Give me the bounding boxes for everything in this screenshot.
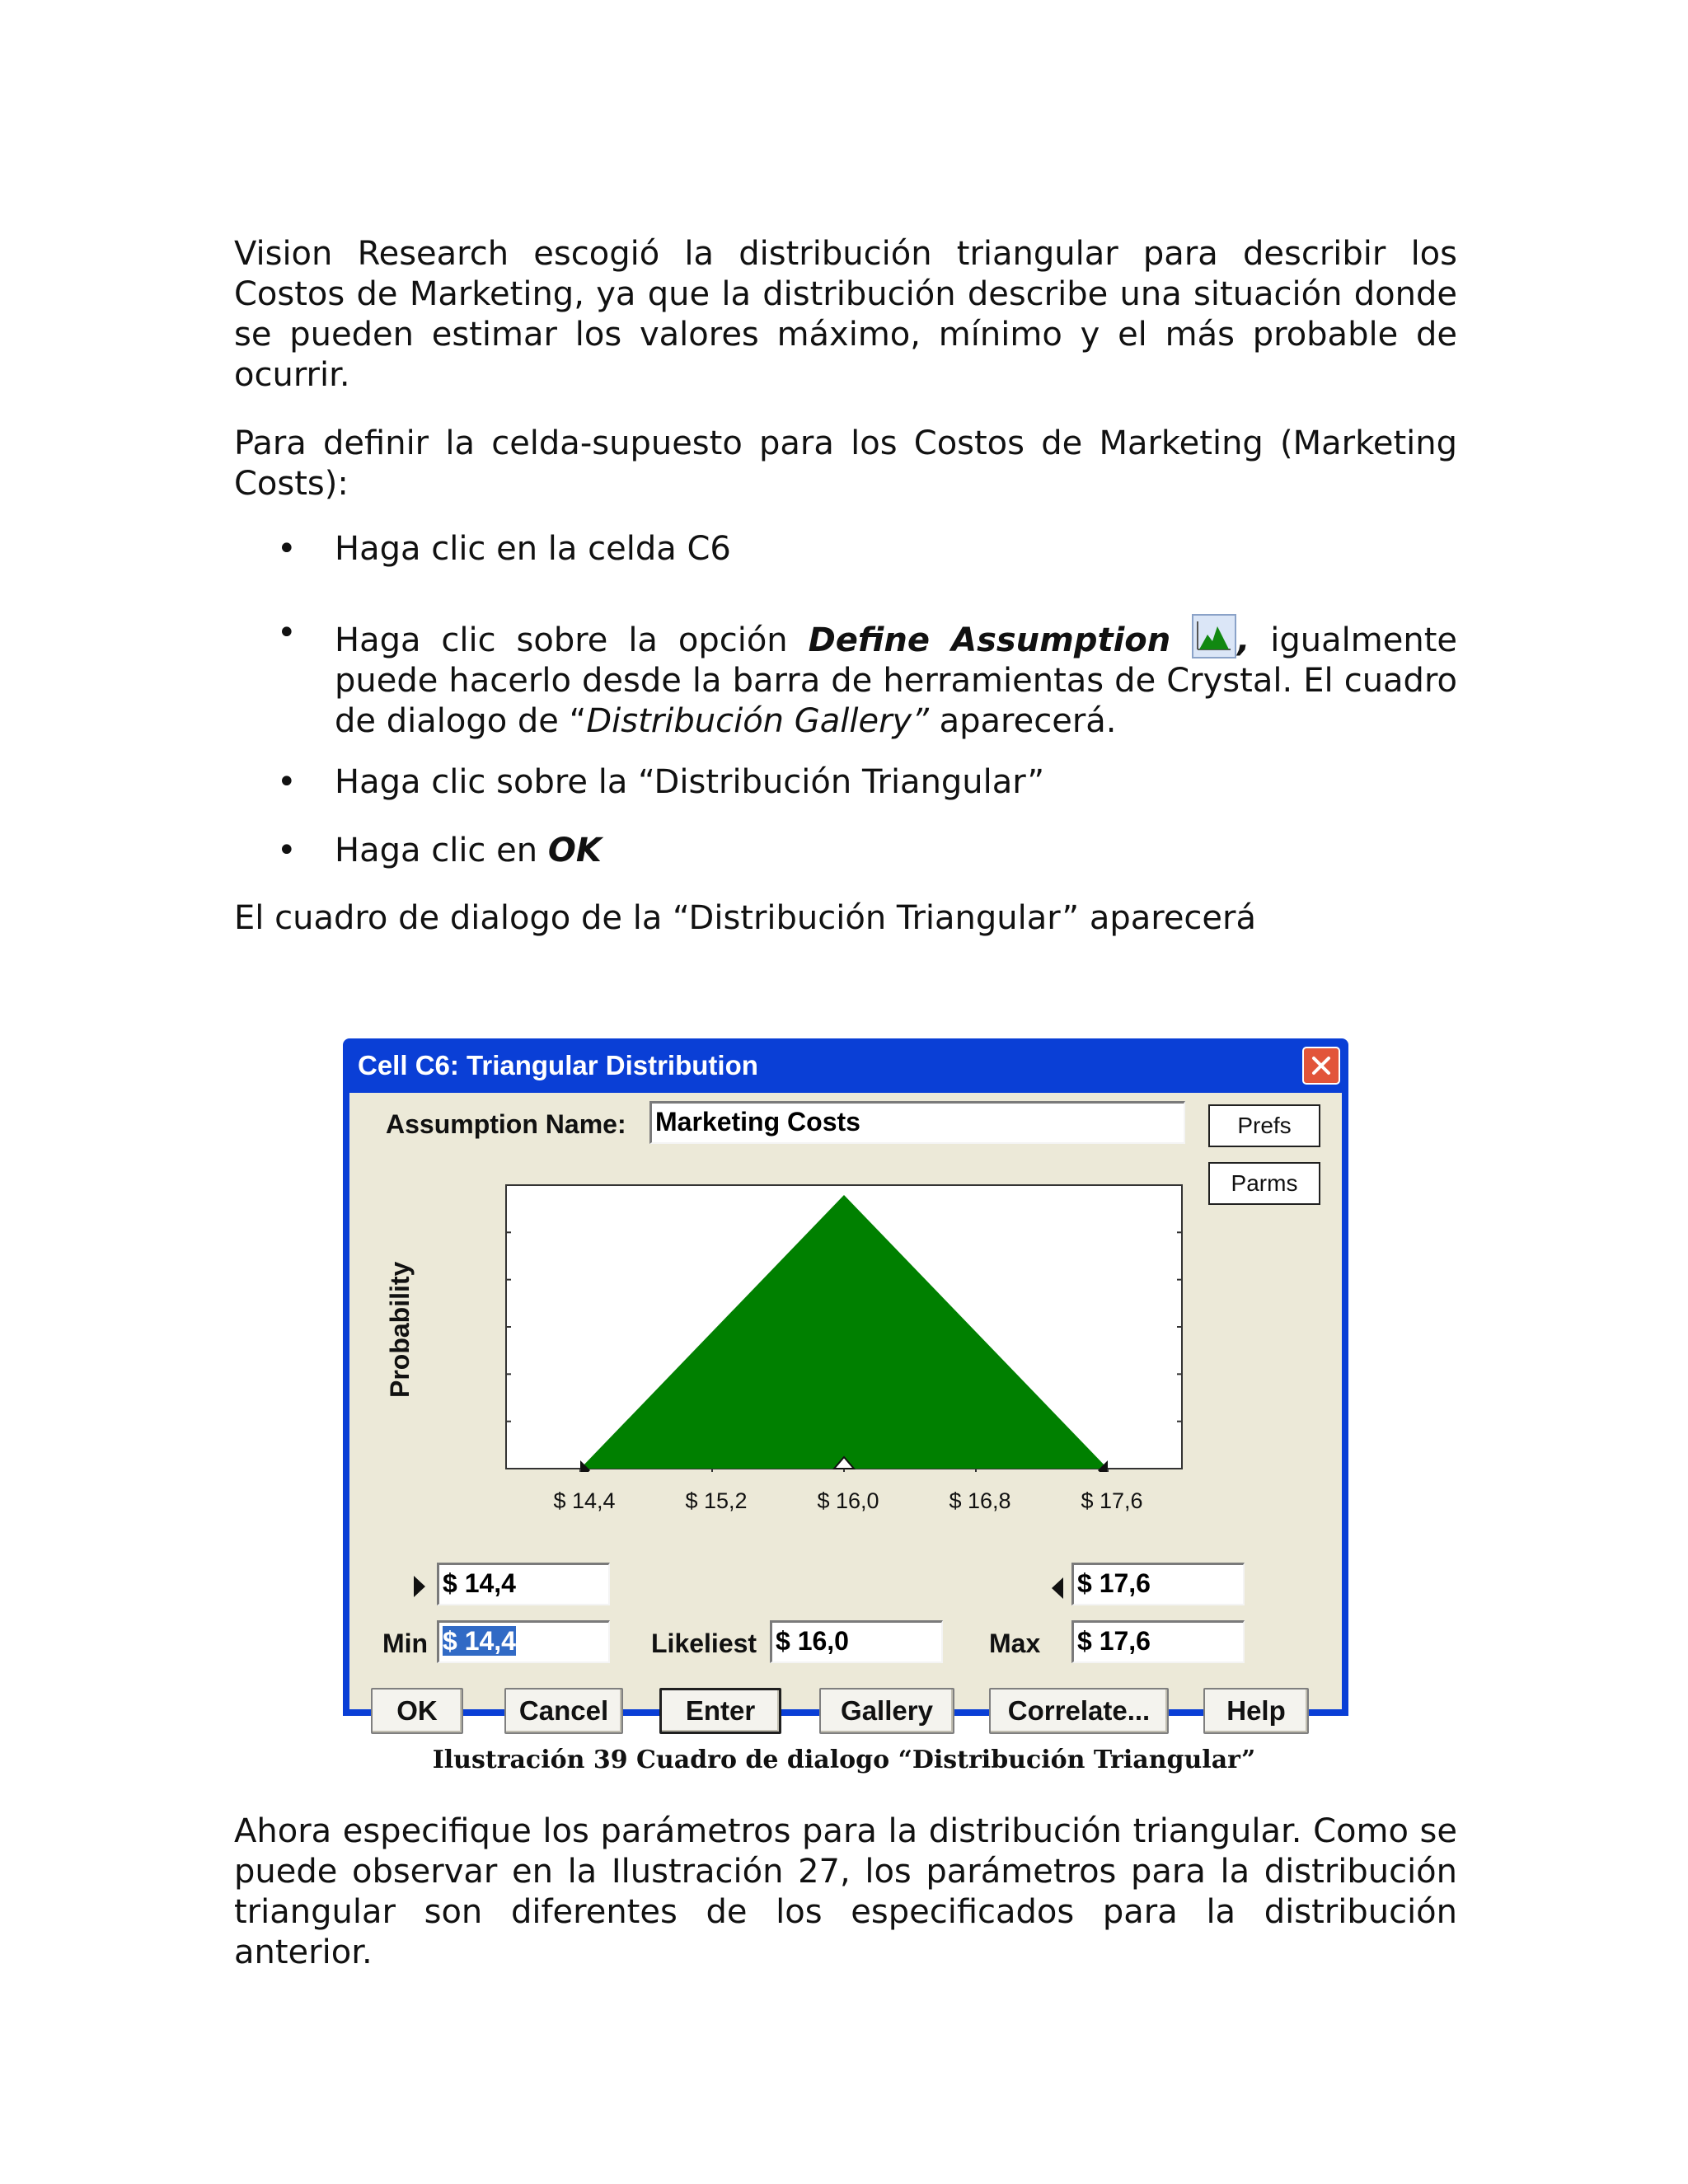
bullet-text-pre: Haga clic sobre la opción — [335, 621, 809, 659]
x-tick-label: $ 15,2 — [685, 1488, 748, 1513]
dialog-title: Cell C6: Triangular Distribution — [358, 1050, 758, 1080]
x-tick-label: $ 16,8 — [949, 1488, 1011, 1513]
ok-button[interactable]: OK — [371, 1688, 463, 1734]
dialog-body — [349, 1093, 1342, 1726]
probability-axis-label: Probability — [385, 1261, 415, 1398]
close-button[interactable] — [1302, 1047, 1340, 1085]
define-paragraph: Para definir la celda-supuesto para los Costos de Marketing (Marketing Costs): — [234, 424, 1457, 503]
bullet-text-post: igualmente puede hacerlo desde la barra de herramientas de Crystal. El cuadro de dialogo de “ — [335, 621, 1458, 740]
ok-label: OK — [547, 832, 602, 869]
bullet-text: Haga clic sobre la “Distribución Triangular” — [335, 763, 1045, 801]
enter-button[interactable]: Enter — [659, 1688, 781, 1734]
x-tick-label: $ 17,6 — [1081, 1488, 1143, 1513]
bullet-text-end: aparecerá. — [928, 702, 1117, 740]
min-input[interactable] — [437, 1620, 610, 1663]
bullet-text — [335, 831, 1457, 871]
define-assumption-label: Define Assumption — [808, 621, 1171, 659]
parameters-paragraph: Ahora especifique los parámetros para la distribución triangular. Como se puede observar en la Ilustración 27, los parámetros para la distribución triangular son diferentes de los especificados para la distribución anterior. — [234, 1812, 1457, 1971]
x-tick-label: $ 16,0 — [817, 1488, 879, 1513]
min-arrow-input[interactable]: $ 14,4 — [437, 1563, 610, 1605]
bullet-text: Haga clic en la celda C6 — [335, 530, 731, 568]
min-arrow-icon — [410, 1574, 429, 1599]
triangular-distribution-dialog — [343, 1038, 1348, 1726]
bullet-dot: • — [277, 530, 297, 568]
bullet-item-define-assumption — [234, 613, 1458, 740]
max-input[interactable]: $ 17,6 — [1071, 1620, 1245, 1663]
assumption-name-label: Assumption Name: — [386, 1109, 626, 1139]
bullet-dot: • — [277, 614, 297, 652]
x-tick-label: $ 14,4 — [553, 1488, 616, 1513]
bullet-dot: • — [277, 832, 297, 869]
intro-paragraph: Vision Research escogió la distribución triangular para describir los Costos de Marketing, ya que la distribución describe una situación donde se pueden estimar los valores máximo, mínimo y el más probable de ocurrir. — [234, 235, 1457, 394]
likeliest-label: Likeliest — [651, 1629, 757, 1658]
distribution-chart — [498, 1183, 1198, 1472]
assumption-name-input[interactable]: Marketing Costs — [649, 1101, 1185, 1144]
min-label: Min — [382, 1629, 429, 1658]
prefs-button[interactable]: Prefs — [1208, 1104, 1320, 1147]
probability-axis-label-wrap — [379, 1241, 420, 1406]
figure-caption: Ilustración 39 Cuadro de dialogo “Distribución Triangular” — [432, 1746, 1256, 1774]
gallery-button[interactable]: Gallery — [819, 1688, 954, 1734]
help-button[interactable]: Help — [1203, 1688, 1309, 1734]
bullet-text-comma: , — [1237, 621, 1250, 659]
dialog-appears-paragraph: El cuadro de dialogo de la “Distribución Triangular” aparecerá — [234, 899, 1256, 937]
bullet-text-pre: Haga clic en — [335, 832, 548, 869]
max-arrow-input[interactable]: $ 17,6 — [1071, 1563, 1245, 1605]
min-input-value: $ 14,4 — [443, 1626, 516, 1656]
cancel-button[interactable]: Cancel — [504, 1688, 623, 1734]
bullet-text — [335, 613, 1457, 742]
close-icon — [1311, 1055, 1332, 1076]
distribution-gallery-label: Distribución Gallery” — [586, 702, 929, 740]
correlate-button[interactable]: Correlate... — [989, 1688, 1169, 1734]
max-label: Max — [989, 1629, 1041, 1658]
bullet-dot: • — [277, 763, 297, 801]
likeliest-input[interactable]: $ 16,0 — [770, 1620, 943, 1663]
max-arrow-icon — [1048, 1576, 1067, 1601]
distribution-chart-icon — [1191, 613, 1237, 659]
parms-button[interactable]: Parms — [1208, 1162, 1320, 1205]
